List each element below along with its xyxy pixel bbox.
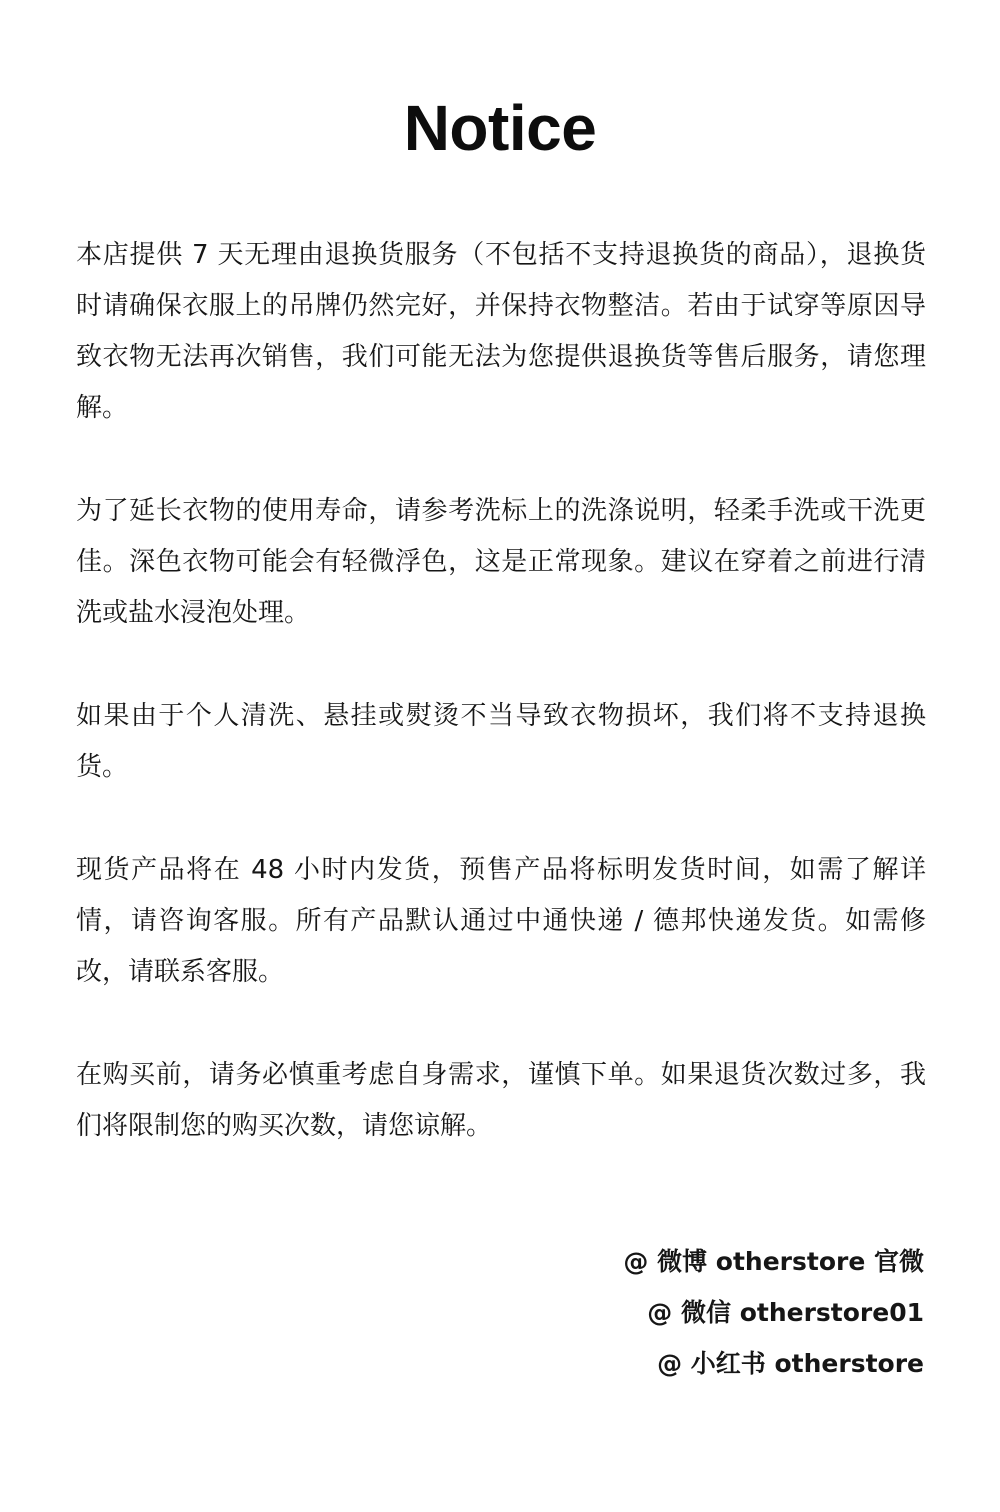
policy-paragraph-shipping: 现货产品将在 48 小时内发货，预售产品将标明发货时间，如需了解详情，请咨询客服。所有产品默认通过中通快递 / 德邦快递发货。如需修改，请联系客服。 bbox=[76, 855, 926, 987]
contact-weibo: @ 微博 otherstore 官微 bbox=[623, 1247, 924, 1276]
notice-body bbox=[76, 230, 926, 1204]
contact-xiaohongshu: @ 小红书 otherstore bbox=[657, 1349, 924, 1378]
policy-paragraph-care: 为了延长衣物的使用寿命，请参考洗标上的洗涤说明，轻柔手洗或干洗更佳。深色衣物可能会有轻微浮色，这是正常现象。建议在穿着之前进行清洗或盐水浸泡处理。 bbox=[76, 496, 926, 628]
policy-paragraph-damage: 如果由于个人清洗、悬挂或熨烫不当导致衣物损坏，我们将不支持退换货。 bbox=[76, 701, 926, 782]
policy-paragraph-returns: 本店提供 7 天无理由退换货服务（不包括不支持退换货的商品），退换货时请确保衣服上的吊牌仍然完好，并保持衣物整洁。若由于试穿等原因导致衣物无法再次销售，我们可能无法为您提供退换货等售后服务，请您理解。 bbox=[76, 240, 926, 423]
page-title: Notice bbox=[403, 92, 597, 164]
contact-wechat: @ 微信 otherstore01 bbox=[647, 1298, 924, 1327]
policy-paragraph-purchase: 在购买前，请务必慎重考虑自身需求，谨慎下单。如果退货次数过多，我们将限制您的购买次数，请您谅解。 bbox=[76, 1060, 926, 1141]
contact-list bbox=[623, 1236, 924, 1389]
